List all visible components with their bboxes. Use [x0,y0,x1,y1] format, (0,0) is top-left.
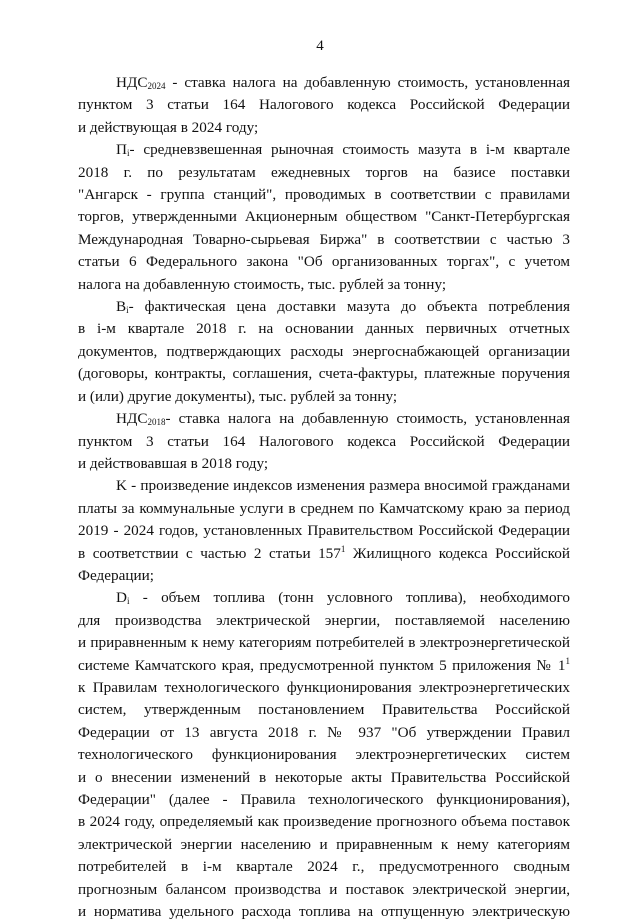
text-line [78,901,570,923]
text-line [78,834,570,856]
text-run: налога на добавленную стоимость, тыс. рублей за тонну; [78,275,447,293]
text-run: системе Камчатского края, предусмотренной пунктом 5 приложения № 1 [78,656,566,674]
text-run: 2019 - 2024 годов, установленных Правительством Российской Федерации [78,522,570,540]
text-run: в 2024 году, определяемый как произведение прогнозного объема поставок [78,813,570,831]
paragraph-v_i [78,296,570,408]
text-line [78,475,570,497]
text-run: потребителей в i-м квартале 2024 г., предусмотренного сводным [78,858,570,876]
text-line [78,162,570,184]
text-line [78,341,570,363]
text-line [78,587,570,609]
text-run: к Правилам технологического функционирования электроэнергетических [78,678,570,696]
text-line [78,72,570,94]
text-run: документов, подтверждающих расходы энергоснабжающей организации [78,342,570,360]
text-run: и норматива удельного расхода топлива на отпущенную электрическую [78,903,570,921]
text-line [78,565,570,587]
text-line [78,363,570,385]
text-run: и о внесении изменений в некоторые акты Правительства Российской [78,768,570,786]
text-run: П [116,141,127,159]
text-run: технологического функционирования электроэнергетических систем [78,746,570,764]
paragraph-nds2024 [78,72,570,139]
text-line [78,677,570,699]
text-line [78,789,570,811]
subscript: 2018 [147,417,166,428]
text-line [78,520,570,542]
text-run: 2018 г. по результатам ежедневных торгов на базисе поставки [78,163,570,181]
paragraph-d_i [78,587,570,923]
text-line [78,296,570,318]
text-line [78,610,570,632]
text-run: торгов, утвержденными Акционерным обществом "Санкт-Петербургская [78,208,570,226]
page-number: 4 [316,38,324,54]
text-line [78,117,570,139]
text-run: Международная Товарно-сырьевая Биржа" в соответствии с частью 3 [78,230,570,248]
subscript: i [126,596,130,607]
text-line [78,386,570,408]
superscript: 1 [565,655,570,666]
text-run: НДС [116,410,148,428]
text-run: пунктом 3 статьи 164 Налогового кодекса Российской Федерации [78,432,570,450]
text-run: "Ангарск - группа станций", проводимых в соответствии с правилами [78,186,570,204]
paragraph-k [78,475,570,587]
text-line [78,811,570,833]
text-run: в соответствии с частью 2 статьи 157 [78,544,341,562]
text-run: Федерации; [78,566,154,584]
text-line [78,139,570,161]
text-run: Федерации" (далее - Правила технологического функционирования), [78,791,570,808]
text-run: D [116,589,127,607]
text-line [78,251,570,273]
text-line [78,699,570,721]
text-line [78,453,570,475]
text-run: и действующая в 2024 году; [78,118,259,136]
text-run: систем, утвержденным постановлением Правительства Российской [78,701,570,719]
text-line [78,722,570,744]
text-line [78,767,570,789]
text-run: - средневзвешенная рыночная стоимость мазута в i-м квартале [129,141,570,159]
superscript: 1 [340,543,346,554]
paragraph-p_i [78,139,570,296]
text-run: в i-м квартале 2018 г. на основании данных первичных отчетных [78,320,570,338]
text-run: платы за коммунальные услуги в среднем по Камчатскому краю за период [78,499,570,517]
text-line [78,431,570,453]
text-line [78,856,570,878]
text-run: (договоры, контракты, соглашения, счета-фактуры, платежные поручения [78,365,570,383]
text-line [78,206,570,228]
text-run: K - произведение индексов изменения размера вносимой гражданами [116,477,570,495]
text-line [78,274,570,296]
text-run: статьи 6 Федерального закона "Об организованных торгах", с учетом [78,253,570,271]
text-line [78,744,570,766]
text-line [78,184,570,206]
text-line [78,879,570,901]
text-line [78,229,570,251]
text-run: НДС [116,74,148,91]
text-run: и (или) другие документы), тыс. рублей за тонну; [78,387,398,405]
text-run: В [116,298,127,316]
text-line [78,408,570,430]
text-line [78,318,570,340]
text-run: Федерации от 13 августа 2018 г. № 937 "Об утверждении Правил [78,723,570,741]
text-line [78,655,570,677]
text-run: пунктом 3 статьи 164 Налогового кодекса Российской Федерации [78,96,570,114]
text-run: электрической энергии населению и приравненным к нему категориям [78,835,570,853]
text-run: прогнозным балансом производства и поставок электрической энергии, [78,880,570,898]
text-run: - ставка налога на добавленную стоимость, установленная [165,74,570,91]
text-line [78,498,570,520]
subscript: i [126,148,130,159]
text-run: Жилищного кодекса Российской [345,544,570,562]
paragraph-nds2018 [78,408,570,475]
subscript: i [126,305,129,316]
text-run: для производства электрической энергии, поставляемой населению [78,611,570,629]
text-run: и приравненным к нему категориям потребителей в электроэнергетической [78,634,570,652]
text-run: - объем топлива (тонн условного топлива), необходимого [129,589,570,607]
text-run: - фактическая цена доставки мазута до объекта потребления [128,298,570,316]
text-run: - ставка налога на добавленную стоимость, установленная [165,410,570,428]
body-text [78,72,570,923]
subscript: 2024 [147,81,166,91]
text-line [78,543,570,565]
text-line [78,94,570,116]
text-line [78,632,570,654]
text-run: и действовавшая в 2018 году; [78,454,269,472]
